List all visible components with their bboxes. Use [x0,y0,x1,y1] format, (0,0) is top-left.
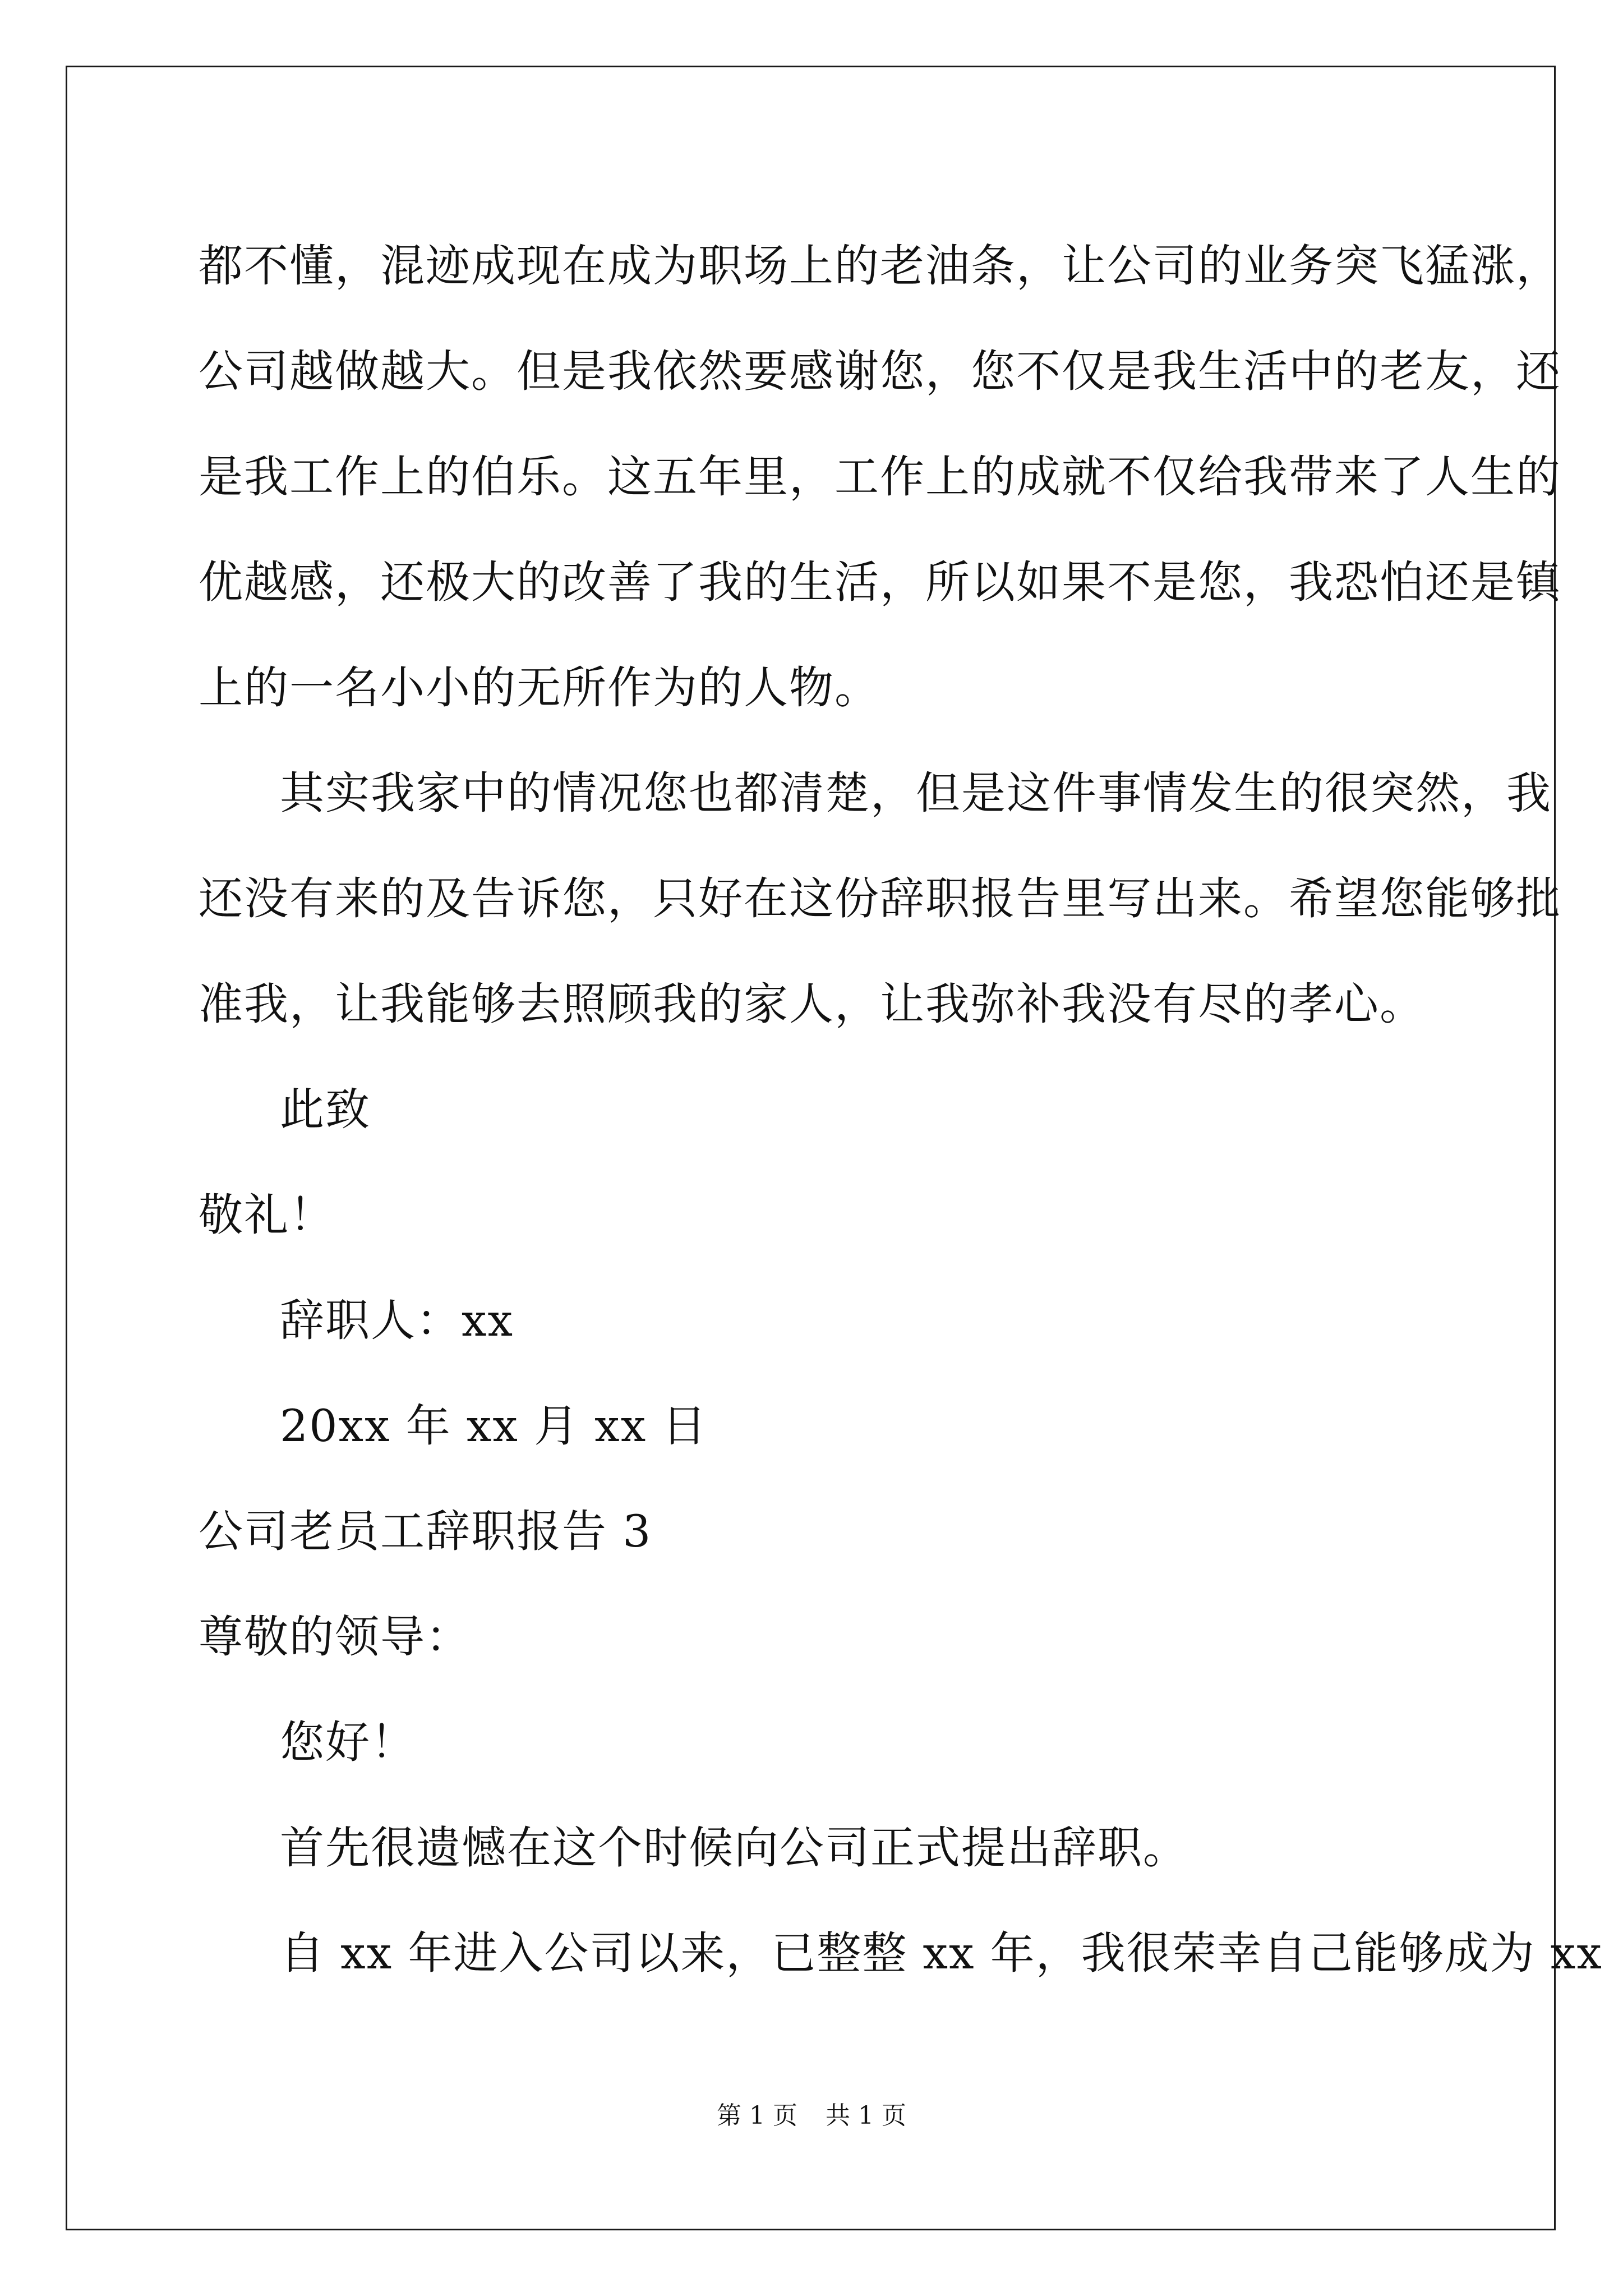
greeting: 您好！ [280,1717,416,1768]
paragraph-line: 上的一名小小的无所作为的人物。 [199,662,880,714]
paragraph-line: 公司越做越大。但是我依然要感谢您，您不仅是我生活中的老友，还 [199,346,1561,397]
paragraph-line: 准我，让我能够去照顾我的家人，让我弥补我没有尽的孝心。 [199,978,1425,1030]
signature-date: 20xx 年 xx 月 xx 日 [280,1400,708,1452]
salutation: 敬礼！ [199,1189,335,1241]
closing-phrase: 此致 [280,1084,371,1135]
paragraph-line: 其实我家中的情况您也都清楚，但是这件事情发生的很突然，我 [280,767,1552,819]
document-body [199,213,1603,2006]
paragraph-line: 自 xx 年进入公司以来，已整整 xx 年，我很荣幸自己能够成为 xx [280,1927,1603,1979]
paragraph-line: 首先很遗憾在这个时候向公司正式提出辞职。 [280,1822,1188,1874]
greeting-addressee: 尊敬的领导： [199,1611,471,1663]
page-number: 第 1 页 [717,2101,797,2130]
paragraph-line: 是我工作上的伯乐。这五年里，工作上的成就不仅给我带来了人生的 [199,451,1561,503]
signature-name: 辞职人：xx [280,1295,514,1346]
paragraph-line: 优越感，还极大的改善了我的生活，所以如果不是您，我恐怕还是镇 [199,556,1561,608]
section-title: 公司老员工辞职报告 3 [199,1506,652,1557]
page-footer [0,2095,1623,2131]
page-total: 共 1 页 [826,2101,906,2130]
paragraph-line: 还没有来的及告诉您，只好在这份辞职报告里写出来。希望您能够批 [199,873,1561,924]
paragraph-line: 都不懂，混迹成现在成为职场上的老油条，让公司的业务突飞猛涨， [199,240,1561,292]
